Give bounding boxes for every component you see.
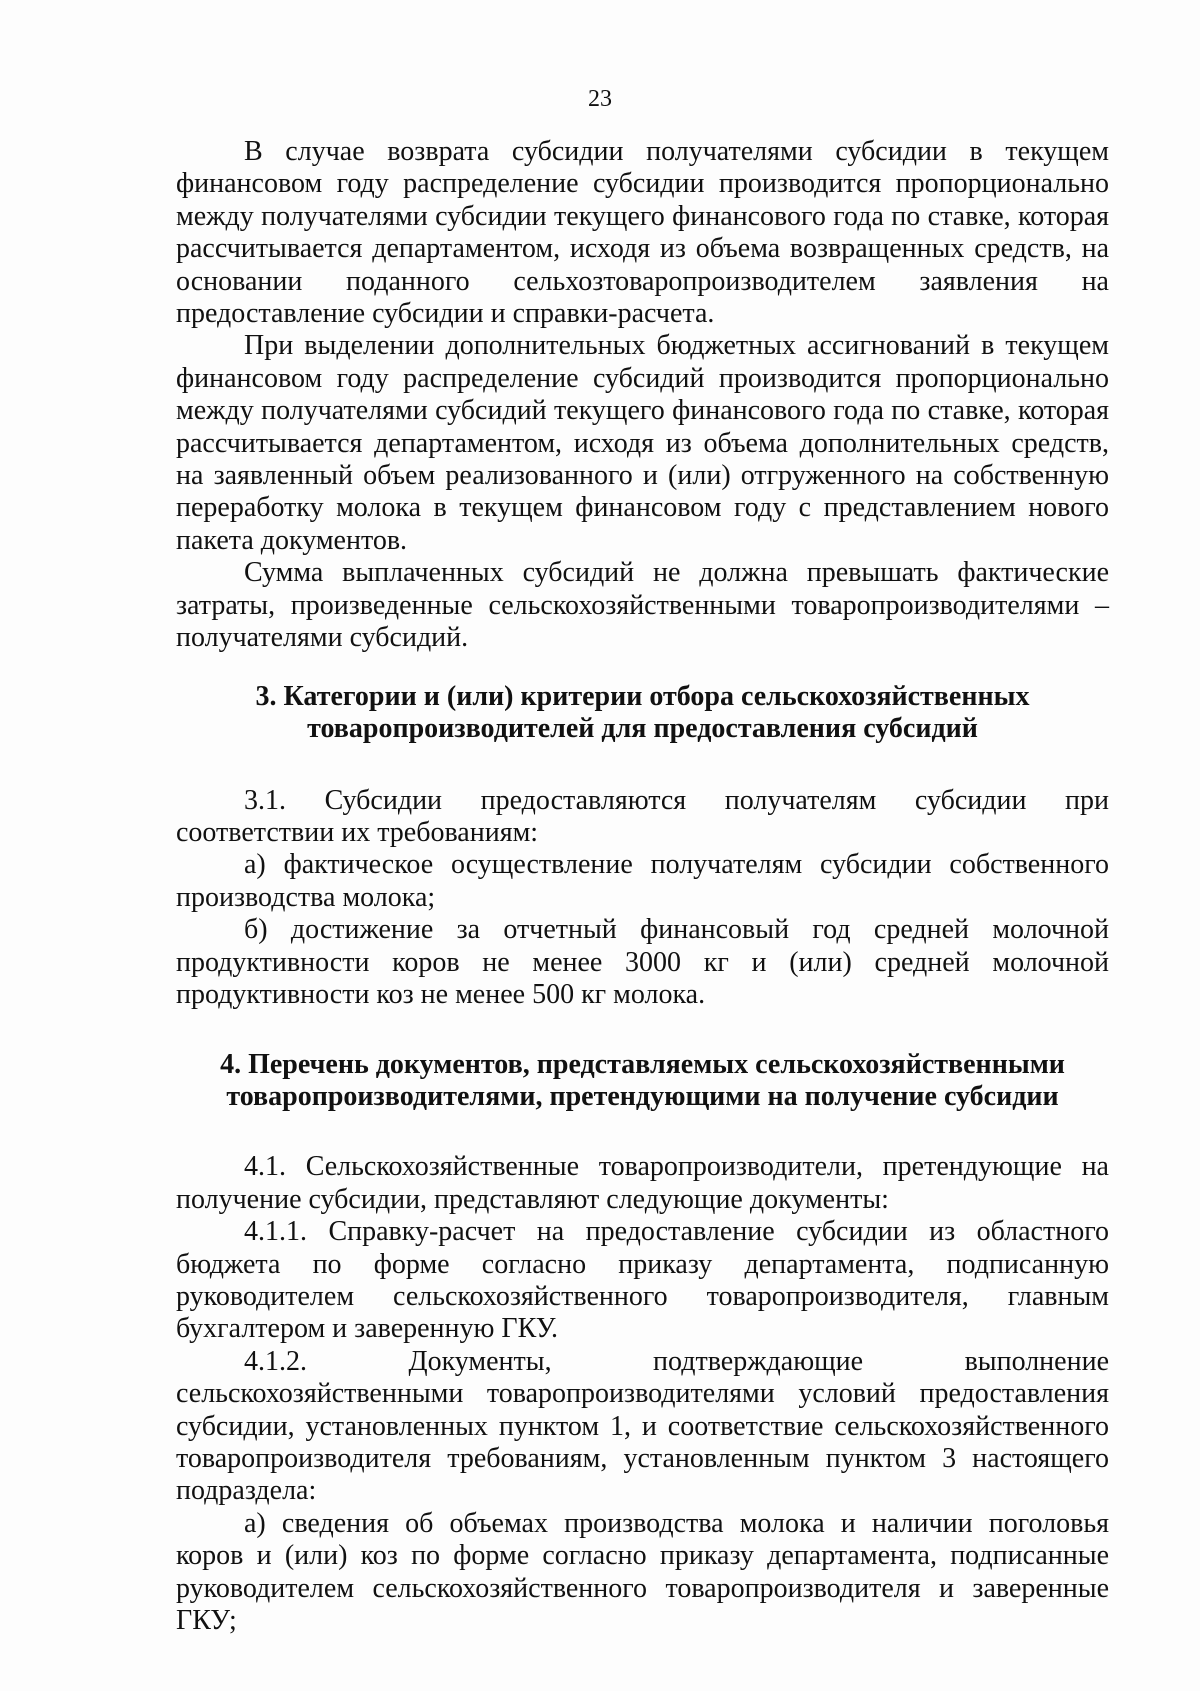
paragraph-3-1-b: б) достижение за отчетный финансовый год средней молочной продуктивности коров не менее 3000 кг и (или) средней молочной продуктивности коз не менее 500 кг молока.: [176, 914, 1109, 1010]
section-3-heading-line-2: товаропроизводителей для предоставления субсидий: [307, 712, 978, 744]
page-number: 23: [588, 86, 612, 112]
paragraph-additional-allocations: При выделении дополнительных бюджетных ассигнований в текущем финансовом году распределение субсидий производится пропорционально между получателями субсидий текущего финансового года по ставке, которая рассчитывается департаментом, исходя из объема дополнительных средств, на заявленный объем реализованного и (или) отгруженного на собственную переработку молока в текущем финансовом году с представлением нового пакета документов.: [176, 330, 1109, 556]
paragraph-4-1-2-a: а) сведения об объемах производства молока и наличии поголовья коров и (или) коз по форме согласно приказу департамента, подписанные руководителем сельскохозяйственного товаропроизводителя и заверенные ГКУ;: [176, 1507, 1109, 1637]
document-body: [176, 136, 1109, 1637]
section-3-heading: [176, 681, 1109, 745]
section-3-heading-line-1: 3. Категории и (или) критерии отбора сельскохозяйственных: [255, 680, 1030, 712]
spacer: [176, 1113, 1109, 1151]
paragraph-4-1: 4.1. Сельскохозяйственные товаропроизводители, претендующие на получение субсидии, представляют следующие документы:: [176, 1151, 1109, 1215]
spacer: [176, 1011, 1109, 1049]
paragraph-3-1: 3.1. Субсидии предоставляются получателям субсидии при соответствии их требованиям:: [176, 784, 1109, 848]
paragraph-4-1-1: 4.1.1. Справку-расчет на предоставление субсидии из областного бюджета по форме согласно приказу департамента, подписанную руководителем сельскохозяйственного товаропроизводителя, главным бухгалтером и заверенную ГКУ.: [176, 1216, 1109, 1345]
section-4-heading-line-2: товаропроизводителями, претендующими на получение субсидии: [226, 1081, 1059, 1113]
spacer: [176, 655, 1109, 681]
paragraph-subsidy-return: В случае возврата субсидии получателями субсидии в текущем финансовом году распределение субсидии производится пропорционально между получателями субсидии текущего финансового года по ставке, которая рассчитывается департаментом, исходя из объема возвращенных средств, на основании поданного сельхозтоваропроизводителем заявления на предоставление субсидии и справки-расчета.: [176, 136, 1109, 330]
paragraph-3-1-a: а) фактическое осуществление получателям субсидии собственного производства молока;: [176, 849, 1109, 913]
paragraph-subsidy-limit: Сумма выплаченных субсидий не должна превышать фактические затраты, произведенные сельскохозяйственными товаропроизводителями – получателями субсидий.: [176, 557, 1109, 654]
spacer: [176, 745, 1109, 785]
section-4-heading-line-1: 4. Перечень документов, представляемых сельскохозяйственными: [220, 1049, 1065, 1081]
paragraph-4-1-2: 4.1.2. Документы, подтверждающие выполнение сельскохозяйственными товаропроизводителями условий предоставления субсидии, установленных пунктом 1, и соответствие сельскохозяйственного товаропроизводителя требованиям, установленным пунктом 3 настоящего подраздела:: [176, 1345, 1109, 1507]
section-4-heading: [176, 1049, 1109, 1113]
